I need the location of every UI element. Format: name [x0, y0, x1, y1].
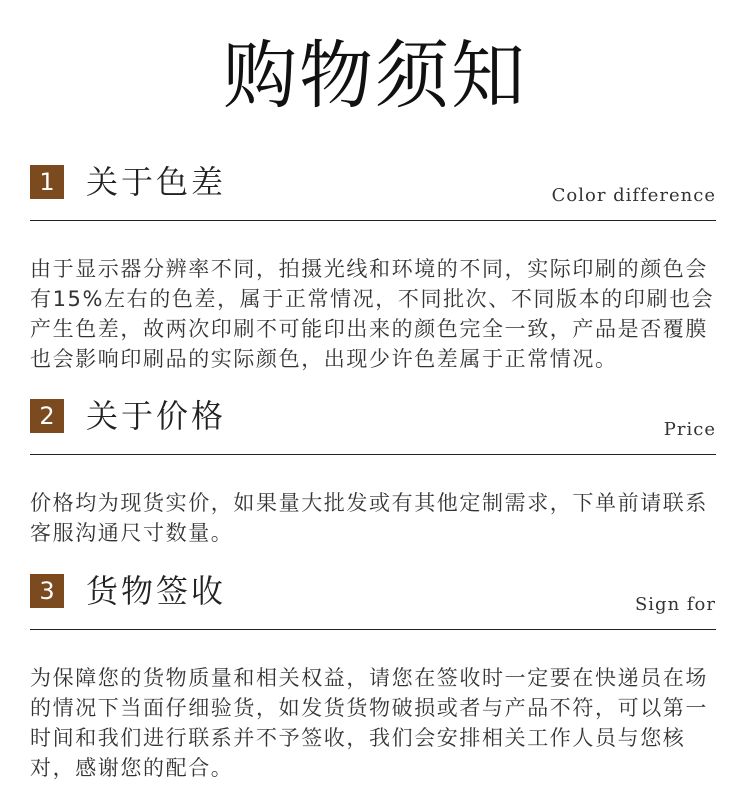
section-body-text: 价格均为现货实价，如果量大批发或有其他定制需求，下单前请联系客服沟通尺寸数量。	[30, 491, 708, 545]
section-title: 货物签收	[86, 572, 227, 610]
section-body-text: 为保障您的货物质量和相关权益，请您在签收时一定要在快递员在场的情况下当面仔细验货，如发货货物破损或者与产品不符，可以第一时间和我们进行联系并不予签收，我们会安排相关工作人员与您核对，感谢您的配合。	[30, 666, 708, 780]
section-body-text: 由于显示器分辨率不同，拍摄光线和环境的不同，实际印刷的颜色会有15%左右的色差，属于正常情况，不同批次、不同版本的印刷也会产生色差，故两次印刷不可能印出来的颜色完全一致，产品是否覆膜也会影响印刷品的实际颜色，出现少许色差属于正常情况。	[30, 257, 715, 371]
section-header	[30, 391, 720, 441]
section-header	[30, 157, 720, 207]
section-number-badge: 1	[30, 165, 64, 199]
section-price	[30, 391, 720, 545]
section-title: 关于价格	[86, 397, 227, 435]
section-title: 关于色差	[86, 163, 227, 201]
section-sign-for	[30, 566, 720, 780]
section-english-title: Price	[663, 419, 716, 440]
section-divider	[30, 454, 716, 455]
section-number-badge: 2	[30, 399, 64, 433]
section-color-difference	[30, 157, 720, 371]
section-number-badge: 3	[30, 574, 64, 608]
section-divider	[30, 629, 716, 630]
section-divider	[30, 220, 716, 221]
section-header	[30, 566, 720, 616]
section-english-title: Sign for	[634, 594, 716, 615]
page-title: 购物须知	[223, 33, 527, 119]
section-english-title: Color difference	[551, 185, 716, 206]
